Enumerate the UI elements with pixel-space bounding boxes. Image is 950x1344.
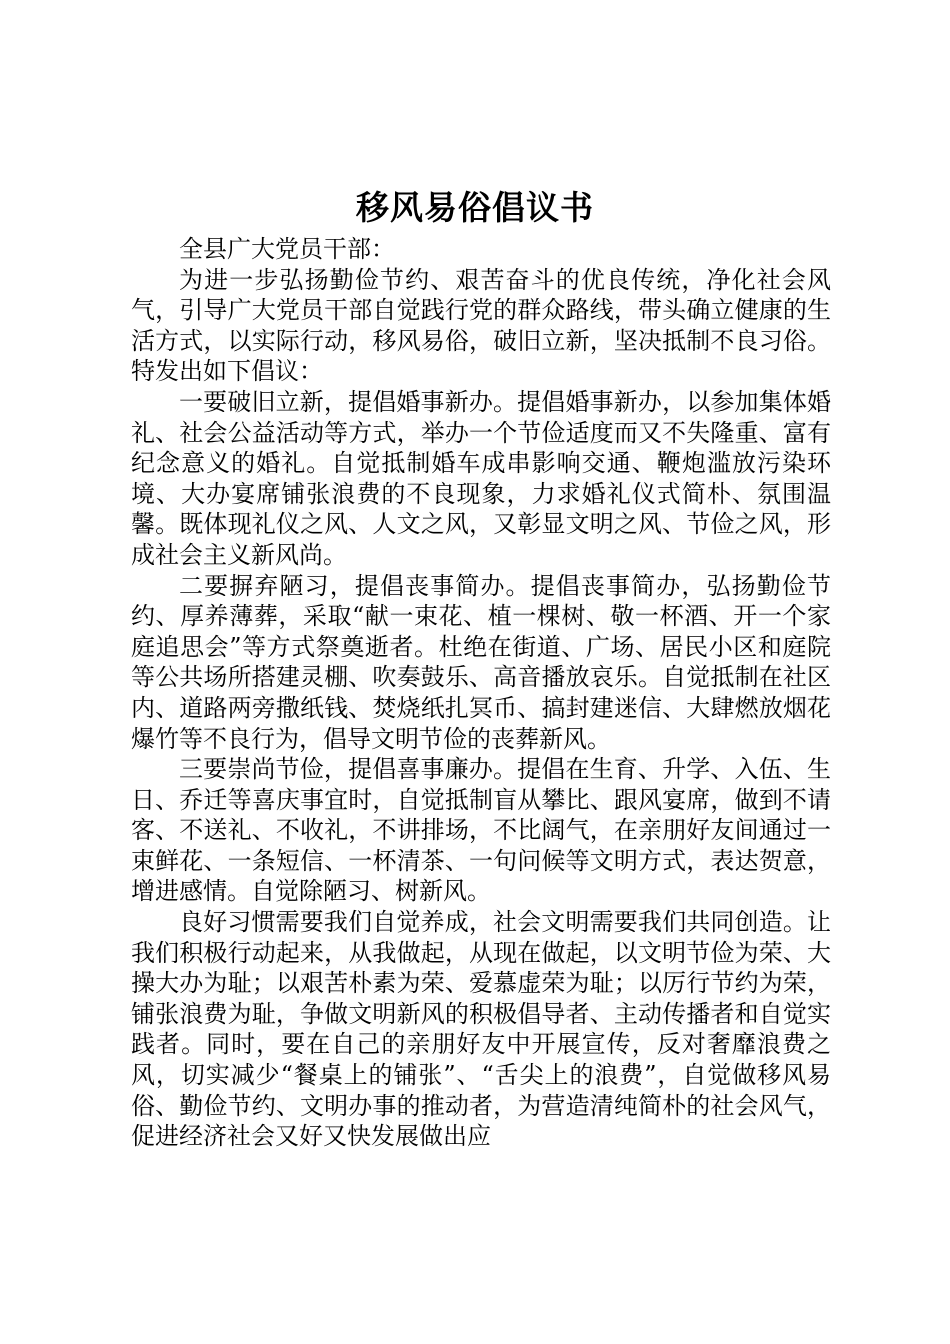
paragraph-funeral: 二要摒弃陋习，提倡丧事简办。提倡丧事简办，弘扬勤俭节约、厚养薄葬，采取“献一束花、植一棵树、敬一杯酒、开一个家庭追思会”等方式祭奠逝者。杜绝在街道、广场、居民小区和庭院等公共场所搭建灵棚、吹奏鼓乐、高音播放哀乐。自觉抵制在社区内、道路两旁撒纸钱、焚烧纸扎冥币、搞封建迷信、大肆燃放烟花爆竹等不良行为，倡导文明节俭的丧葬新风。 [131, 571, 831, 753]
document-body [131, 234, 831, 1152]
salutation: 全县广大党员干部： [179, 235, 395, 263]
paragraph-wedding: 一要破旧立新，提倡婚事新办。提倡婚事新办，以参加集体婚礼、社会公益活动等方式，举办一个节俭适度而又不失隆重、富有纪念意义的婚礼。自觉抵制婚车成串影响交通、鞭炮滥放污染环境、大办宴席铺张浪费的不良现象，力求婚礼仪式简朴、氛围温馨。既体现礼仪之风、人文之风，又彰显文明之风、节俭之风，形成社会主义新风尚。 [131, 387, 831, 569]
paragraph-celebration: 三要崇尚节俭，提倡喜事廉办。提倡在生育、升学、入伍、生日、乔迁等喜庆事宜时，自觉抵制盲从攀比、跟风宴席，做到不请客、不送礼、不收礼，不讲排场，不比阔气，在亲朋好友间通过一束鲜花、一条短信、一杯清茶、一句问候等文明方式，表达贺意，增进感情。自觉除陋习、树新风。 [131, 755, 831, 906]
paragraph-intro: 为进一步弘扬勤俭节约、艰苦奋斗的优良传统，净化社会风气，引导广大党员干部自觉践行党的群众路线，带头确立健康的生活方式，以实际行动，移风易俗，破旧立新，坚决抵制不良习俗。特发出如下倡议： [131, 265, 831, 386]
paragraph-closing: 良好习惯需要我们自觉养成，社会文明需要我们共同创造。让我们积极行动起来，从我做起，从现在做起，以文明节俭为荣、大操大办为耻；以艰苦朴素为荣、爱慕虚荣为耻；以厉行节约为荣，铺张浪费为耻，争做文明新风的积极倡导者、主动传播者和自觉实践者。同时，要在自己的亲朋好友中开展宣传，反对奢靡浪费之风，切实减少“餐桌上的铺张”、“舌尖上的浪费”，自觉做移风易俗、勤俭节约、文明办事的推动者，为营造清纯简朴的社会风气，促进经济社会又好又快发展做出应 [131, 908, 831, 1151]
document-title: 移风易俗倡议书 [356, 188, 594, 227]
